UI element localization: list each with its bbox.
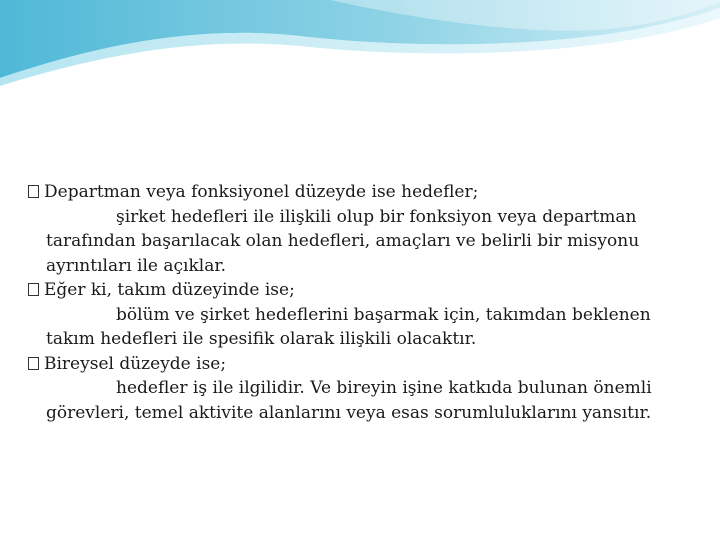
bullet-heading: Eğer ki, takım düzeyinde ise;	[44, 280, 295, 300]
bullet-box-icon	[28, 185, 39, 198]
bullet-body-text: bölüm ve şirket hedeflerini başarmak için, takımdan beklenen takım hedefleri ile spesifik olarak ilişkili olacaktır.	[46, 304, 651, 349]
content-body	[28, 180, 688, 425]
bullet-box-icon	[28, 357, 39, 370]
bullet-item-team	[28, 278, 688, 303]
bullet-body-text: hedefler iş ile ilgilidir. Ve bireyin işine katkıda bulunan önemli görevleri, temel aktivite alanlarını veya esas sorumluluklarını yansıtır.	[46, 378, 652, 423]
header-wave-decoration	[0, 0, 720, 90]
bullet-item-individual	[28, 352, 688, 377]
bullet-body-text: şirket hedefleri ile ilişkili olup bir fonksiyon veya departman tarafından başarılacak olan hedefleri, amaçları ve belirli bir misyonu ayrıntıları ile açıklar.	[46, 206, 640, 276]
bullet-heading: Departman veya fonksiyonel düzeyde ise hedefler;	[44, 182, 479, 202]
bullet-heading: Bireysel düzeyde ise;	[44, 353, 227, 374]
bullet-item-department	[28, 180, 688, 205]
bullet-box-icon	[28, 283, 39, 296]
